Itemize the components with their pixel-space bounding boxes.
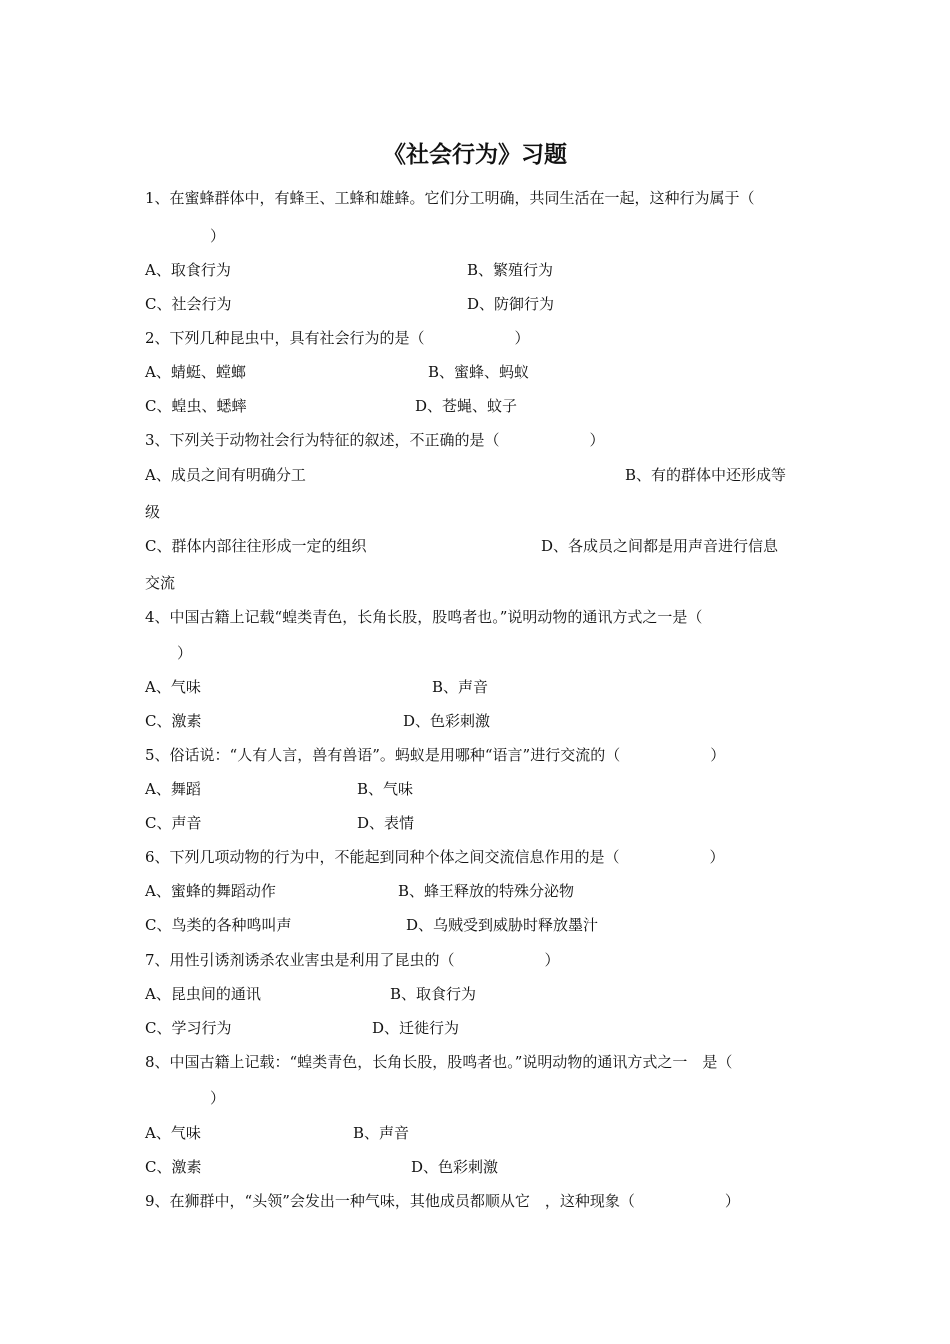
q8-option-c: C、激素 <box>145 1158 202 1176</box>
q6-option-c: C、鸟类的各种鸣叫声 <box>145 916 292 934</box>
question-5: 5、俗话说：“人有人言，兽有兽语”。蚂蚁是用哪种“语言”进行交流的（ ） <box>145 746 726 764</box>
q5-option-d: D、表情 <box>357 814 415 832</box>
q7-option-d: D、迁徙行为 <box>372 1019 460 1037</box>
q4-option-d: D、色彩刺激 <box>403 712 491 730</box>
question-1-bracket: ） <box>210 227 226 245</box>
question-7: 7、用性引诱剂诱杀农业害虫是利用了昆虫的（ ） <box>145 951 560 969</box>
q7-option-c: C、学习行为 <box>145 1019 232 1037</box>
q1-option-c: C、社会行为 <box>145 295 232 313</box>
question-4-bracket: ） <box>177 644 193 662</box>
q2-option-b: B、蜜蜂、蚂蚁 <box>428 363 530 381</box>
q3-option-b: B、有的群体中还形成等 <box>625 466 787 484</box>
q3-option-d: D、各成员之间都是用声音进行信息 <box>541 537 779 555</box>
q8-option-d: D、色彩刺激 <box>411 1158 499 1176</box>
q4-option-b: B、声音 <box>432 678 489 696</box>
q7-option-b: B、取食行为 <box>390 985 477 1003</box>
q2-option-a: A、蜻蜓、螳螂 <box>145 363 246 381</box>
page-title: 《社会行为》习题 <box>383 141 567 168</box>
q3-option-d-wrap: 交流 <box>145 574 176 592</box>
q1-option-b: B、繁殖行为 <box>467 261 554 279</box>
q2-option-d: D、苍蝇、蚊子 <box>415 397 518 415</box>
q5-option-c: C、声音 <box>145 814 202 832</box>
question-9: 9、在狮群中，“头领”会发出一种气味，其他成员都顺从它 ，这种现象（ ） <box>145 1192 740 1210</box>
q8-option-a: A、气味 <box>145 1124 201 1142</box>
q2-option-c: C、蝗虫、蟋蟀 <box>145 397 247 415</box>
q1-option-a: A、取食行为 <box>145 261 231 279</box>
question-3: 3、下列关于动物社会行为特征的叙述，不正确的是（ ） <box>145 431 605 449</box>
q4-option-c: C、激素 <box>145 712 202 730</box>
q4-option-a: A、气味 <box>145 678 201 696</box>
question-8-bracket: ） <box>210 1089 226 1107</box>
q7-option-a: A、昆虫间的通讯 <box>145 985 261 1003</box>
question-4: 4、中国古籍上记载“蝗类青色，长角长股，股鸣者也。”说明动物的通讯方式之一是（ <box>145 608 703 626</box>
q5-option-b: B、气味 <box>357 780 414 798</box>
q6-option-d: D、乌贼受到威胁时释放墨汁 <box>406 916 599 934</box>
q6-option-a: A、蜜蜂的舞蹈动作 <box>145 882 276 900</box>
q6-option-b: B、蜂王释放的特殊分泌物 <box>398 882 575 900</box>
question-1: 1、在蜜蜂群体中，有蜂王、工蜂和雄蜂。它们分工明确，共同生活在一起，这种行为属于（ <box>145 189 755 207</box>
q8-option-b: B、声音 <box>353 1124 410 1142</box>
q5-option-a: A、舞蹈 <box>145 780 201 798</box>
q3-option-b-wrap: 级 <box>145 503 161 521</box>
question-6: 6、下列几项动物的行为中，不能起到同种个体之间交流信息作用的是（ ） <box>145 848 725 866</box>
q3-option-c: C、群体内部往往形成一定的组织 <box>145 537 367 555</box>
q1-option-d: D、防御行为 <box>467 295 555 313</box>
question-8: 8、中国古籍上记载：“蝗类青色，长角长股，股鸣者也。”说明动物的通讯方式之一 是（ <box>145 1053 733 1071</box>
q3-option-a: A、成员之间有明确分工 <box>145 466 306 484</box>
question-2: 2、下列几种昆虫中，具有社会行为的是（ ） <box>145 329 530 347</box>
